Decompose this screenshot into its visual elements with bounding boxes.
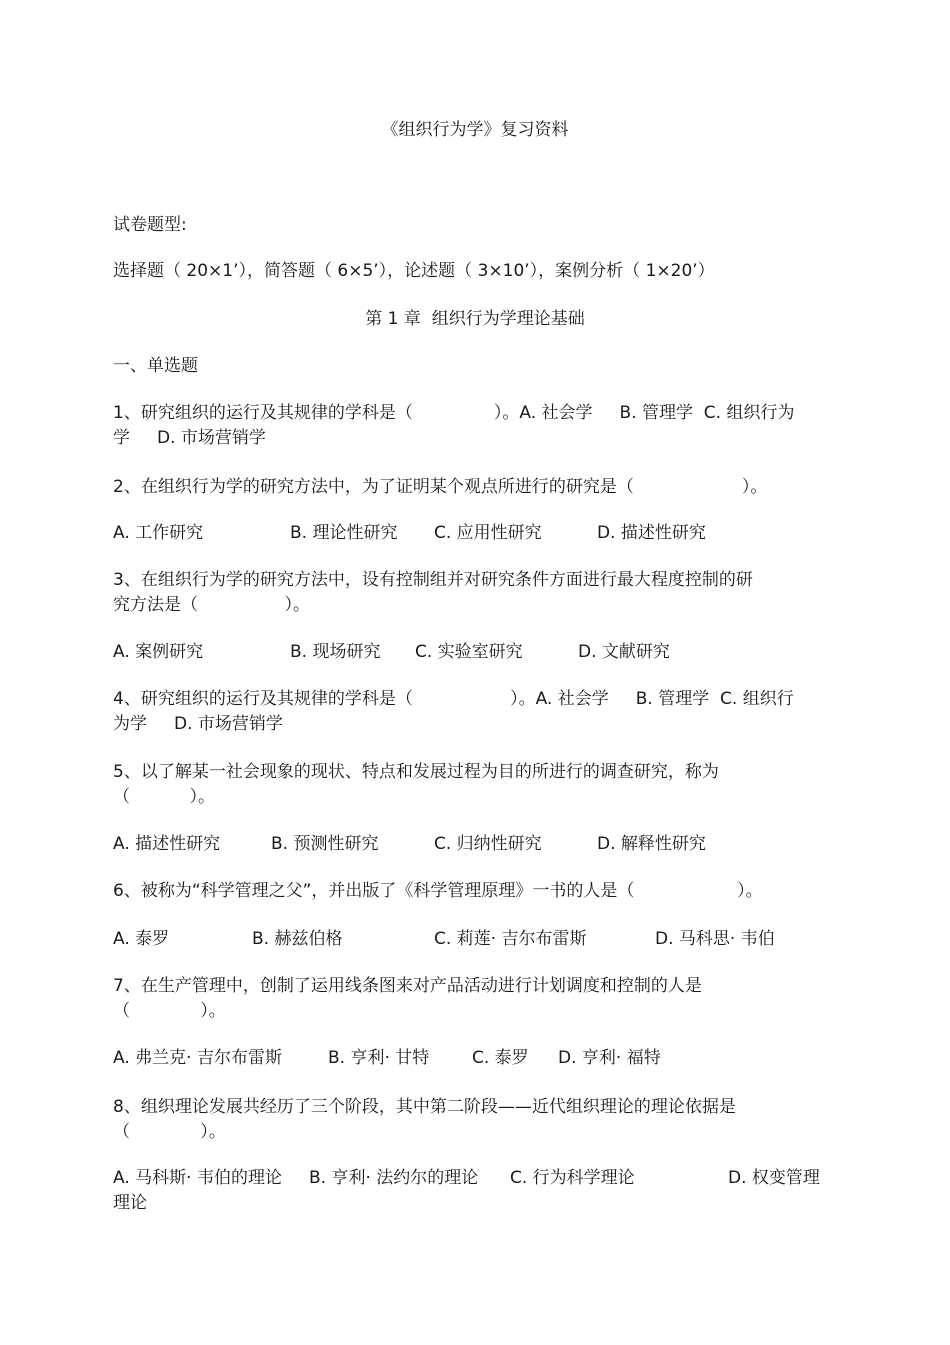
question-7-option-a: A. 弗兰克· 吉尔布雷斯 bbox=[113, 1048, 282, 1068]
question-5-option-d: D. 解释性研究 bbox=[597, 834, 706, 854]
question-6-stem: 6、被称为“科学管理之父”，并出版了《科学管理原理》一书的人是（ ）。 bbox=[113, 881, 763, 901]
question-2-option-d: D. 描述性研究 bbox=[597, 523, 706, 543]
question-5-line-1: 5、以了解某一社会现象的现状、特点和发展过程为目的所进行的调查研究，称为 bbox=[113, 762, 719, 782]
question-7-option-c: C. 泰罗 bbox=[472, 1048, 529, 1068]
question-2-option-b: B. 理论性研究 bbox=[290, 523, 398, 543]
question-3-option-a: A. 案例研究 bbox=[113, 642, 204, 662]
section-heading: 一、单选题 bbox=[113, 356, 198, 376]
question-6-option-a: A. 泰罗 bbox=[113, 929, 170, 949]
question-8-option-d: D. 权变管理 bbox=[728, 1168, 820, 1188]
question-8-option-c: C. 行为科学理论 bbox=[510, 1168, 635, 1188]
question-1-line-1: 1、研究组织的运行及其规律的学科是（ ）。A. 社会学 B. 管理学 C. 组织行为 bbox=[113, 403, 795, 423]
question-6-option-d: D. 马科思· 韦伯 bbox=[655, 929, 775, 949]
question-3-line-1: 3、在组织行为学的研究方法中，设有控制组并对研究条件方面进行最大程度控制的研 bbox=[113, 570, 753, 590]
document-title: 《组织行为学》复习资料 bbox=[381, 120, 569, 140]
question-5-option-b: B. 预测性研究 bbox=[271, 834, 379, 854]
question-6-option-b: B. 赫兹伯格 bbox=[252, 929, 343, 949]
question-2-option-a: A. 工作研究 bbox=[113, 523, 204, 543]
question-3-option-c: C. 实验室研究 bbox=[415, 642, 523, 662]
exam-type-label: 试卷题型: bbox=[113, 215, 187, 235]
question-2-stem: 2、在组织行为学的研究方法中，为了证明某个观点所进行的研究是（ ）。 bbox=[113, 477, 768, 497]
question-8-line-2: （ ）。 bbox=[113, 1122, 226, 1142]
question-7-line-2: （ ）。 bbox=[113, 1001, 226, 1021]
question-5-option-a: A. 描述性研究 bbox=[113, 834, 221, 854]
question-5-option-c: C. 归纳性研究 bbox=[434, 834, 542, 854]
question-2-option-c: C. 应用性研究 bbox=[434, 523, 542, 543]
chapter-heading: 第 1 章 组织行为学理论基础 bbox=[365, 309, 585, 329]
question-7-option-d: D. 亨利· 福特 bbox=[558, 1048, 661, 1068]
question-3-option-b: B. 现场研究 bbox=[290, 642, 381, 662]
exam-types: 选择题（ 20×1’），简答题（ 6×5’），论述题（ 3×10’），案例分析（ 1×20’） bbox=[113, 261, 715, 281]
question-8-option-b: B. 亨利· 法约尔的理论 bbox=[309, 1168, 479, 1188]
question-3-option-d: D. 文献研究 bbox=[578, 642, 670, 662]
question-7-option-b: B. 亨利· 甘特 bbox=[328, 1048, 430, 1068]
question-8-option-a: A. 马科斯· 韦伯的理论 bbox=[113, 1168, 282, 1188]
question-8-line-1: 8、组织理论发展共经历了三个阶段，其中第二阶段——近代组织理论的理论依据是 bbox=[113, 1097, 736, 1117]
question-4-line-2: 为学 D. 市场营销学 bbox=[113, 714, 283, 734]
question-4-line-1: 4、研究组织的运行及其规律的学科是（ ）。A. 社会学 B. 管理学 C. 组织行 bbox=[113, 689, 794, 709]
question-3-line-2: 究方法是（ ）。 bbox=[113, 595, 310, 615]
question-7-line-1: 7、在生产管理中，创制了运用线条图来对产品活动进行计划调度和控制的人是 bbox=[113, 976, 702, 996]
question-6-option-c: C. 莉莲· 吉尔布雷斯 bbox=[434, 929, 587, 949]
question-1-line-2: 学 D. 市场营销学 bbox=[113, 428, 266, 448]
question-5-line-2: （ ）。 bbox=[113, 787, 215, 807]
question-8-option-d-continued: 理论 bbox=[113, 1193, 147, 1213]
